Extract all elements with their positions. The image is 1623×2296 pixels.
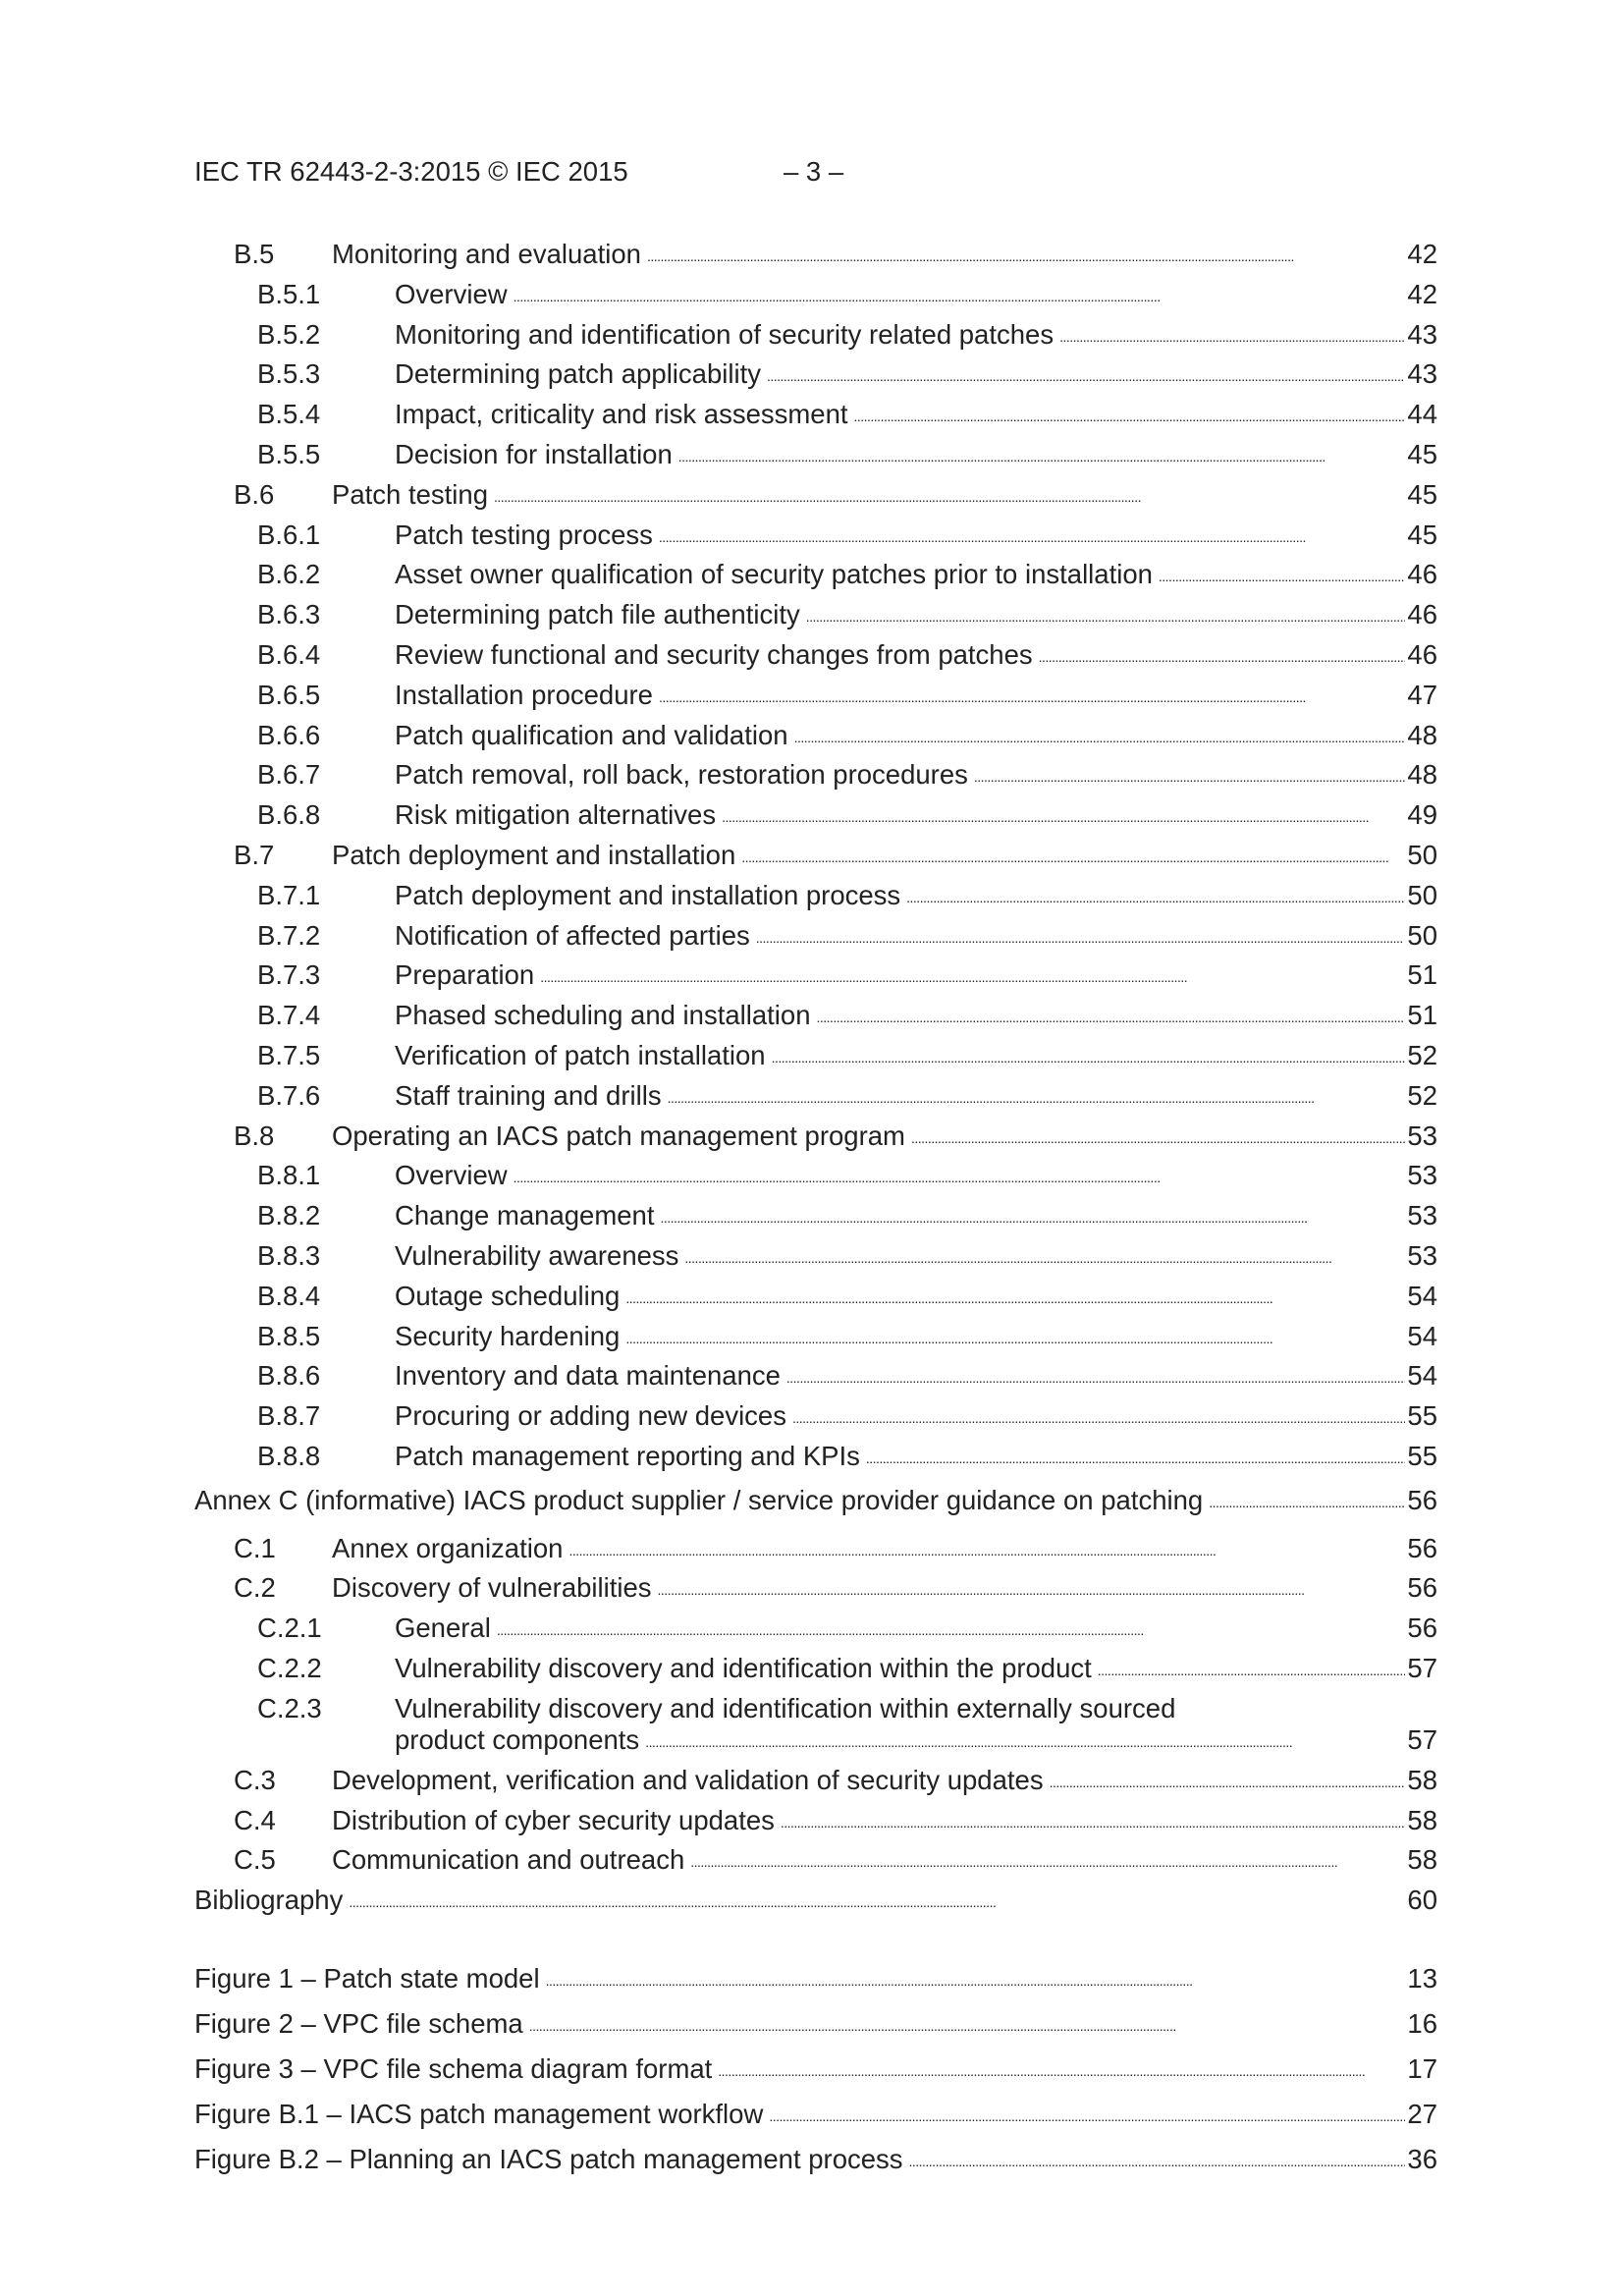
- entry-page-number: 45: [1407, 478, 1437, 510]
- figure-entry[interactable]: [194, 2143, 1437, 2176]
- figure-entry[interactable]: [194, 1962, 1437, 1995]
- entry-page-number: 48: [1407, 759, 1437, 791]
- entry-page-number: 53: [1407, 1240, 1437, 1271]
- entry-title: product components: [395, 1723, 645, 1757]
- leader-dots: [514, 278, 1406, 311]
- entry-number: C.2.3: [257, 1692, 322, 1723]
- entry-title: Determining patch file authenticity: [395, 598, 806, 631]
- leader-dots: [786, 1359, 1405, 1393]
- toc-entry-subsection[interactable]: [194, 958, 1437, 992]
- entry-title: Vulnerability discovery and identification within the product: [395, 1652, 1098, 1685]
- entry-title: Figure 2 – VPC file schema: [194, 2007, 529, 2041]
- toc-entry-subsection[interactable]: [194, 398, 1437, 431]
- toc-entry-subsection[interactable]: [194, 357, 1437, 391]
- entry-page-number: 16: [1407, 2008, 1437, 2039]
- entry-page-number: 56: [1407, 1532, 1437, 1563]
- entry-title: Asset owner qualification of security patches prior to installation: [395, 558, 1159, 591]
- entry-title: Figure B.1 – IACS patch management workflow: [194, 2098, 769, 2131]
- toc-entry-top[interactable]: [194, 1884, 1437, 1917]
- entry-number: B.7.4: [257, 1000, 321, 1031]
- entry-page-number: 36: [1407, 2144, 1437, 2174]
- figure-entry[interactable]: [194, 2098, 1437, 2131]
- toc-entry-top[interactable]: [194, 1484, 1437, 1517]
- toc-entry-subsection[interactable]: [194, 318, 1437, 352]
- leader-dots: [817, 999, 1406, 1032]
- leader-dots: [645, 1723, 1405, 1757]
- entry-page-number: 58: [1407, 1764, 1437, 1795]
- entry-page-number: 13: [1407, 1963, 1437, 1994]
- toc-entry-section[interactable]: [194, 238, 1437, 271]
- leader-dots: [546, 1962, 1406, 1995]
- entry-page-number: 48: [1407, 719, 1437, 750]
- entry-page-number: 46: [1407, 559, 1437, 590]
- entry-title: Patch testing: [332, 478, 494, 512]
- entry-title: Patch testing process: [395, 519, 659, 552]
- entry-page-number: 55: [1407, 1441, 1437, 1471]
- entry-number: B.6.4: [257, 639, 321, 670]
- toc-entry-subsection[interactable]: [194, 1239, 1437, 1273]
- toc-entry-section[interactable]: [194, 1843, 1437, 1877]
- entry-number: B.7.1: [257, 879, 321, 910]
- leader-dots: [540, 958, 1405, 992]
- toc-entry-subsection[interactable]: [194, 1652, 1437, 1685]
- entry-page-number: 53: [1407, 1160, 1437, 1191]
- entry-number: B.6.5: [257, 679, 321, 710]
- figure-entry[interactable]: [194, 2007, 1437, 2041]
- toc-entry-subsection[interactable]: [194, 598, 1437, 631]
- entry-number: B.7: [234, 840, 275, 870]
- entry-title: Decision for installation: [395, 438, 678, 471]
- entry-number: B.8.5: [257, 1320, 321, 1351]
- entry-title: Verification of patch installation: [395, 1039, 772, 1072]
- leader-dots: [772, 1039, 1406, 1072]
- entry-title: Figure 3 – VPC file schema diagram format: [194, 2052, 718, 2086]
- toc-entry-subsection[interactable]: [194, 519, 1437, 552]
- toc-entry-subsection[interactable]: [194, 719, 1437, 752]
- leader-dots: [718, 2052, 1405, 2086]
- entry-number: B.5.2: [257, 318, 321, 350]
- toc-entry-subsection[interactable]: [194, 679, 1437, 712]
- entry-page-number: 47: [1407, 679, 1437, 710]
- entry-title: Distribution of cyber security updates: [332, 1804, 781, 1837]
- entry-number: B.5.5: [257, 439, 321, 469]
- leader-dots: [1050, 1764, 1406, 1797]
- entry-number: B.7.6: [257, 1079, 321, 1111]
- header-page-number: – 3 –: [784, 156, 844, 187]
- entry-title: Risk mitigation alternatives: [395, 798, 722, 832]
- entry-number: B.6.7: [257, 759, 321, 791]
- toc-entry-subsection[interactable]: [194, 1039, 1437, 1072]
- leader-dots: [806, 598, 1406, 631]
- toc-entry-section[interactable]: [194, 1764, 1437, 1797]
- toc-entry-subsection[interactable]: [194, 1079, 1437, 1113]
- toc-entry-subsection[interactable]: [194, 1280, 1437, 1313]
- leader-dots: [906, 879, 1405, 912]
- entry-title: Procuring or adding new devices: [395, 1399, 792, 1433]
- entry-title: Communication and outreach: [332, 1843, 690, 1877]
- entry-title: Impact, criticality and risk assessment: [395, 398, 854, 431]
- leader-dots: [1209, 1484, 1405, 1517]
- entry-title: Patch deployment and installation process: [395, 879, 906, 912]
- entry-title: Bibliography: [194, 1884, 349, 1917]
- leader-dots: [756, 919, 1406, 953]
- entry-title: Preparation: [395, 958, 540, 992]
- entry-page-number: 57: [1407, 1653, 1437, 1683]
- entry-number: B.6: [234, 478, 275, 510]
- toc-entry-section[interactable]: [194, 839, 1437, 872]
- page-header: [194, 155, 844, 189]
- entry-number: C.5: [234, 1844, 276, 1876]
- leader-dots: [568, 1532, 1405, 1565]
- entry-number: B.5.1: [257, 278, 321, 309]
- toc-entry-subsection[interactable]: [194, 1199, 1437, 1232]
- leader-dots: [514, 1159, 1406, 1192]
- entry-page-number: 43: [1407, 318, 1437, 350]
- entry-title: Change management: [395, 1199, 661, 1232]
- figure-entry[interactable]: [194, 2052, 1437, 2086]
- entry-page-number: 56: [1407, 1572, 1437, 1604]
- toc-entry-subsection[interactable]: [194, 879, 1437, 912]
- leader-dots: [678, 438, 1406, 471]
- toc-entry-section[interactable]: [194, 1532, 1437, 1565]
- leader-dots: [722, 798, 1405, 832]
- entry-number: B.5.3: [257, 358, 321, 390]
- entry-number: B.8.1: [257, 1160, 321, 1191]
- leader-dots: [767, 357, 1405, 391]
- entry-title: Patch qualification and validation: [395, 719, 794, 752]
- toc-entry-subsection[interactable]: [194, 999, 1437, 1032]
- entry-page-number: 58: [1407, 1844, 1437, 1876]
- entry-number: C.4: [234, 1804, 276, 1835]
- entry-number: B.8.3: [257, 1240, 321, 1271]
- entry-title: Patch deployment and installation: [332, 839, 741, 872]
- toc-entry-section[interactable]: [194, 1571, 1437, 1605]
- leader-dots: [792, 1399, 1405, 1433]
- leader-dots: [909, 2143, 1406, 2176]
- entry-page-number: 53: [1407, 1200, 1437, 1231]
- entry-number: C.2: [234, 1572, 276, 1604]
- entry-page-number: 51: [1407, 959, 1437, 991]
- entry-page-number: 56: [1407, 1484, 1437, 1515]
- leader-dots: [854, 398, 1406, 431]
- entry-title: Phased scheduling and installation: [395, 999, 817, 1032]
- entry-title: Operating an IACS patch management program: [332, 1120, 911, 1153]
- toc-entry-subsection[interactable]: [194, 638, 1437, 672]
- entry-number: B.8: [234, 1120, 275, 1151]
- leader-dots: [647, 238, 1405, 271]
- entry-title: Figure 1 – Patch state model: [194, 1962, 546, 1995]
- entry-number: B.7.2: [257, 919, 321, 951]
- entry-number: C.2.2: [257, 1653, 322, 1683]
- entry-title: Annex C (informative) IACS product supplier / service provider guidance on patching: [194, 1484, 1209, 1517]
- entry-page-number: 57: [1407, 1723, 1437, 1755]
- entry-title: Monitoring and evaluation: [332, 238, 647, 271]
- toc-entry-subsection[interactable]: [194, 758, 1437, 792]
- leader-dots: [974, 758, 1406, 792]
- entry-page-number: 54: [1407, 1280, 1437, 1311]
- entry-title: Overview: [395, 278, 514, 311]
- toc-entry-subsection[interactable]: [194, 919, 1437, 953]
- entry-title: Monitoring and identification of security related patches: [395, 318, 1059, 352]
- leader-dots: [769, 2098, 1405, 2131]
- toc-entry-subsection[interactable]: [194, 438, 1437, 471]
- toc-entry-subsection[interactable]: [194, 1399, 1437, 1433]
- leader-dots: [690, 1843, 1405, 1877]
- entry-title: Overview: [395, 1159, 514, 1192]
- entry-title: Vulnerability discovery and identification within externally sourced: [395, 1692, 1176, 1723]
- entry-page-number: 42: [1407, 278, 1437, 309]
- entry-page-number: 60: [1407, 1885, 1437, 1916]
- leader-dots: [1098, 1652, 1406, 1685]
- toc-entry-continuation[interactable]: [194, 1723, 1437, 1757]
- entry-number: B.8.2: [257, 1200, 321, 1231]
- entry-title: Vulnerability awareness: [395, 1239, 684, 1273]
- entry-page-number: 45: [1407, 439, 1437, 469]
- entry-number: B.6.1: [257, 519, 321, 550]
- entry-number: B.8.7: [257, 1400, 321, 1432]
- entry-number: B.5: [234, 239, 275, 269]
- entry-number: B.6.8: [257, 799, 321, 831]
- entry-title: Figure B.2 – Planning an IACS patch management process: [194, 2143, 909, 2176]
- entry-title: Development, verification and validation of security updates: [332, 1764, 1050, 1797]
- entry-number: C.1: [234, 1532, 276, 1563]
- entry-number: B.5.4: [257, 399, 321, 430]
- entry-page-number: 54: [1407, 1360, 1437, 1392]
- entry-page-number: 50: [1407, 840, 1437, 870]
- toc-entry-subsection[interactable]: [194, 278, 1437, 311]
- entry-page-number: 17: [1407, 2053, 1437, 2084]
- entry-number: B.7.3: [257, 959, 321, 991]
- toc-entry-subsection[interactable]: [194, 1440, 1437, 1473]
- entry-number: B.8.6: [257, 1360, 321, 1392]
- toc-entry-subsection[interactable]: [194, 1320, 1437, 1353]
- leader-dots: [497, 1612, 1406, 1645]
- leader-dots: [661, 1199, 1406, 1232]
- entry-page-number: 45: [1407, 519, 1437, 550]
- entry-page-number: 46: [1407, 599, 1437, 630]
- entry-page-number: 46: [1407, 639, 1437, 670]
- entry-title: Review functional and security changes from patches: [395, 638, 1039, 672]
- toc-entry-subsection[interactable]: [194, 558, 1437, 591]
- toc-entry-subsection[interactable]: [194, 1159, 1437, 1192]
- leader-dots: [1039, 638, 1406, 672]
- entry-number: B.6.2: [257, 559, 321, 590]
- entry-title: Notification of affected parties: [395, 919, 756, 953]
- entry-page-number: 27: [1407, 2099, 1437, 2129]
- leader-dots: [625, 1280, 1405, 1313]
- toc-entry-section[interactable]: [194, 1120, 1437, 1153]
- leader-dots: [741, 839, 1405, 872]
- entry-page-number: 44: [1407, 399, 1437, 430]
- entry-number: B.8.4: [257, 1280, 321, 1311]
- entry-title: Security hardening: [395, 1320, 625, 1353]
- entry-title: Patch removal, roll back, restoration procedures: [395, 758, 974, 792]
- entry-page-number: 50: [1407, 879, 1437, 910]
- leader-dots: [866, 1440, 1406, 1473]
- entry-page-number: 50: [1407, 919, 1437, 951]
- leader-dots: [684, 1239, 1405, 1273]
- entry-title: Discovery of vulnerabilities: [332, 1571, 658, 1605]
- toc-entry-wrapped[interactable]: [194, 1692, 1437, 1725]
- entry-page-number: 42: [1407, 239, 1437, 269]
- header-document-id: IEC TR 62443-2-3:2015 © IEC 2015: [194, 156, 628, 187]
- entry-title: Patch management reporting and KPIs: [395, 1440, 866, 1473]
- entry-title: Staff training and drills: [395, 1079, 668, 1113]
- leader-dots: [658, 1571, 1406, 1605]
- entry-page-number: 43: [1407, 358, 1437, 390]
- entry-page-number: 52: [1407, 1040, 1437, 1070]
- entry-title: General: [395, 1612, 497, 1645]
- leader-dots: [1059, 318, 1405, 352]
- entry-title: Annex organization: [332, 1532, 568, 1565]
- leader-dots: [349, 1884, 1405, 1917]
- entry-number: C.3: [234, 1764, 276, 1795]
- leader-dots: [781, 1804, 1406, 1837]
- entry-title: Outage scheduling: [395, 1280, 625, 1313]
- leader-dots: [668, 1079, 1406, 1113]
- entry-title: Determining patch applicability: [395, 357, 767, 391]
- entry-page-number: 55: [1407, 1400, 1437, 1432]
- entry-number: B.6.6: [257, 719, 321, 750]
- entry-page-number: 52: [1407, 1079, 1437, 1111]
- leader-dots: [911, 1120, 1405, 1153]
- toc-entry-subsection[interactable]: [194, 798, 1437, 832]
- entry-title: Inventory and data maintenance: [395, 1359, 786, 1393]
- toc-entry-section[interactable]: [194, 1804, 1437, 1837]
- entry-number: B.8.8: [257, 1441, 321, 1471]
- leader-dots: [529, 2007, 1406, 2041]
- toc-entry-subsection[interactable]: [194, 1359, 1437, 1393]
- leader-dots: [659, 519, 1405, 552]
- entry-page-number: 49: [1407, 799, 1437, 831]
- entry-page-number: 58: [1407, 1804, 1437, 1835]
- leader-dots: [494, 478, 1405, 512]
- leader-dots: [659, 679, 1405, 712]
- toc-entry-section[interactable]: [194, 478, 1437, 512]
- entry-number: C.2.1: [257, 1613, 322, 1644]
- leader-dots: [625, 1320, 1405, 1353]
- entry-page-number: 53: [1407, 1120, 1437, 1151]
- entry-page-number: 56: [1407, 1613, 1437, 1644]
- entry-number: B.7.5: [257, 1040, 321, 1070]
- entry-number: B.6.3: [257, 599, 321, 630]
- leader-dots: [1159, 558, 1405, 591]
- leader-dots: [794, 719, 1406, 752]
- entry-title: Installation procedure: [395, 679, 659, 712]
- entry-page-number: 54: [1407, 1320, 1437, 1351]
- toc-entry-subsection[interactable]: [194, 1612, 1437, 1645]
- entry-page-number: 51: [1407, 1000, 1437, 1031]
